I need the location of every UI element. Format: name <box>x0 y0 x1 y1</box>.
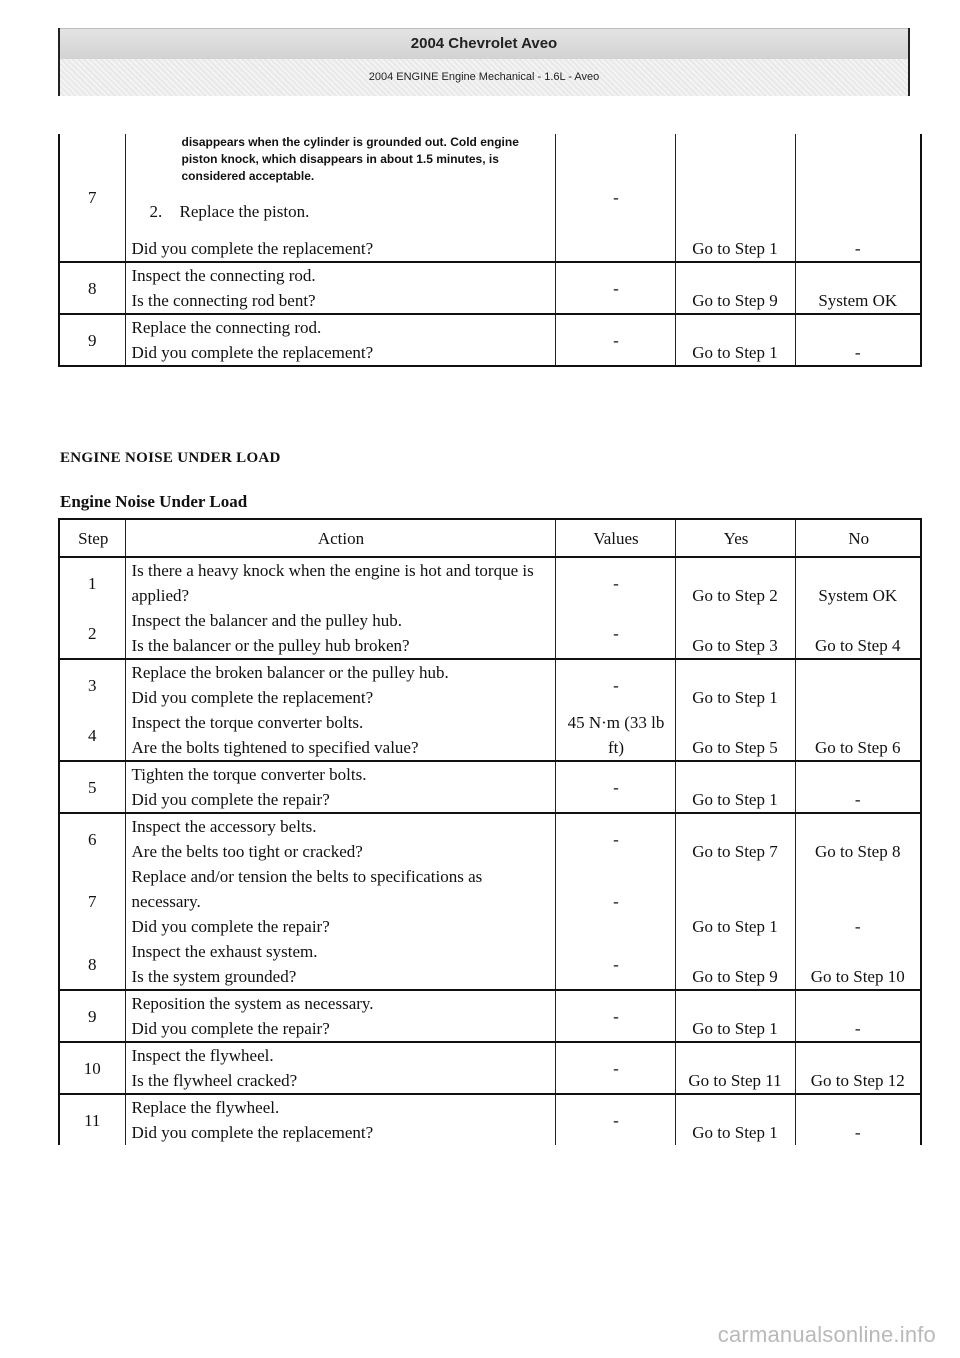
step-number: 2 <box>59 608 125 659</box>
no-cell: Go to Step 6 <box>795 710 921 761</box>
step-number: 5 <box>59 761 125 813</box>
yes-cell: Go to Step 2 <box>675 557 795 608</box>
yes-cell: Go to Step 9 <box>675 262 795 314</box>
values-cell: - <box>555 659 675 710</box>
action-cell <box>125 659 555 710</box>
engine-noise-under-load-table <box>58 518 922 1145</box>
action-question: Did you complete the repair? <box>131 1019 330 1038</box>
no-cell: - <box>795 990 921 1042</box>
yes-cell: Go to Step 1 <box>675 134 795 262</box>
table-row <box>59 314 921 366</box>
yes-cell: Go to Step 11 <box>675 1042 795 1094</box>
yes-cell: Go to Step 1 <box>675 761 795 813</box>
values-cell: - <box>555 262 675 314</box>
sub-step-text: Replace the piston. <box>179 202 310 221</box>
no-cell: - <box>795 134 921 262</box>
values-cell: - <box>555 761 675 813</box>
table-header-row <box>59 519 921 557</box>
step-number: 8 <box>59 262 125 314</box>
action-cell <box>125 864 555 939</box>
column-header-yes: Yes <box>675 519 795 557</box>
values-cell: - <box>555 1094 675 1145</box>
values-cell: - <box>555 314 675 366</box>
no-cell: - <box>795 314 921 366</box>
action-text: Replace and/or tension the belts to specifications as necessary. <box>131 867 483 911</box>
section-heading: ENGINE NOISE UNDER LOAD <box>60 450 281 466</box>
table-row <box>59 557 921 608</box>
step-number: 10 <box>59 1042 125 1094</box>
action-question: Did you complete the replacement? <box>131 343 374 362</box>
table-row <box>59 864 921 939</box>
table-row <box>59 990 921 1042</box>
action-text: Replace the connecting rod. <box>131 318 322 337</box>
values-cell: - <box>555 990 675 1042</box>
action-cell <box>125 1094 555 1145</box>
table-row <box>59 939 921 990</box>
column-header-step: Step <box>59 519 125 557</box>
no-cell: System OK <box>795 557 921 608</box>
column-header-no: No <box>795 519 921 557</box>
action-question: Are the bolts tightened to specified value? <box>131 738 419 757</box>
no-cell: Go to Step 8 <box>795 813 921 864</box>
yes-cell: Go to Step 9 <box>675 939 795 990</box>
action-question: Did you complete the replacement? <box>131 688 374 707</box>
action-question: Is the balancer or the pulley hub broken? <box>131 636 410 655</box>
action-cell <box>125 761 555 813</box>
action-question: Is the flywheel cracked? <box>131 1071 298 1090</box>
action-cell <box>125 557 555 608</box>
procedure-note: disappears when the cylinder is grounded out. Cold engine piston knock, which disappears in about 1.5 minutes, is considered acceptable. <box>181 135 519 183</box>
sub-step-number: 2. <box>149 202 163 221</box>
values-cell: - <box>555 557 675 608</box>
action-text: Inspect the flywheel. <box>131 1046 274 1065</box>
action-cell <box>125 262 555 314</box>
action-cell <box>125 314 555 366</box>
action-cell <box>125 1042 555 1094</box>
action-cell <box>125 939 555 990</box>
yes-cell: Go to Step 1 <box>675 990 795 1042</box>
action-cell <box>125 990 555 1042</box>
action-text: Reposition the system as necessary. <box>131 994 374 1013</box>
step-number: 9 <box>59 314 125 366</box>
yes-cell: Go to Step 1 <box>675 864 795 939</box>
action-text: Inspect the connecting rod. <box>131 266 316 285</box>
action-question: Did you complete the repair? <box>131 790 330 809</box>
action-text: Inspect the exhaust system. <box>131 942 318 961</box>
no-cell: Go to Step 4 <box>795 608 921 659</box>
step-number: 4 <box>59 710 125 761</box>
table-caption: Engine Noise Under Load <box>60 492 248 511</box>
table-row <box>59 262 921 314</box>
document-title: 2004 Chevrolet Aveo <box>60 28 908 60</box>
no-cell: Go to Step 12 <box>795 1042 921 1094</box>
action-question: Is the system grounded? <box>131 967 297 986</box>
yes-cell: Go to Step 1 <box>675 659 795 710</box>
step-number: 6 <box>88 829 97 849</box>
action-text: Replace the broken balancer or the pulley hub. <box>131 663 449 682</box>
action-question: Did you complete the replacement? <box>131 1123 374 1142</box>
document-subtitle: 2004 ENGINE Engine Mechanical - 1.6L - Aveo <box>60 59 908 96</box>
no-cell: System OK <box>795 262 921 314</box>
step-number: 9 <box>59 990 125 1042</box>
action-text: Replace the flywheel. <box>131 1098 280 1117</box>
table-row <box>59 659 921 710</box>
action-question: Did you complete the replacement? <box>131 239 374 258</box>
action-text: Inspect the balancer and the pulley hub. <box>131 611 402 630</box>
yes-cell: Go to Step 3 <box>675 608 795 659</box>
values-cell: - <box>555 864 675 939</box>
values-cell: - <box>555 813 675 864</box>
action-cell <box>125 813 555 864</box>
action-text: Inspect the accessory belts. <box>131 817 317 836</box>
no-cell: - <box>795 1094 921 1145</box>
values-cell: - <box>555 134 675 262</box>
no-cell <box>795 659 921 710</box>
table-row <box>59 608 921 659</box>
action-cell <box>125 608 555 659</box>
step-number: 1 <box>88 573 97 593</box>
step-number: 7 <box>59 134 125 262</box>
yes-cell: Go to Step 1 <box>675 314 795 366</box>
step-number: 7 <box>88 892 97 911</box>
values-cell: - <box>555 1042 675 1094</box>
action-text: Tighten the torque converter bolts. <box>131 765 367 784</box>
action-question: Is the connecting rod bent? <box>131 291 316 310</box>
action-cell <box>125 710 555 761</box>
yes-cell: Go to Step 1 <box>675 1094 795 1145</box>
values-cell: - <box>555 608 675 659</box>
table-row <box>59 1042 921 1094</box>
no-cell: - <box>795 761 921 813</box>
diagnostic-table-continued <box>58 134 922 367</box>
step-number: 8 <box>59 939 125 990</box>
values-cell: 45 N·m (33 lb ft) <box>555 710 675 761</box>
action-question: Are the belts too tight or cracked? <box>131 842 363 861</box>
site-watermark: carmanualsonline.info <box>717 1322 936 1347</box>
yes-cell: Go to Step 7 <box>675 813 795 864</box>
table-row <box>59 710 921 761</box>
column-header-action: Action <box>125 519 555 557</box>
values-cell: - <box>555 939 675 990</box>
document-header <box>58 28 910 96</box>
yes-cell: Go to Step 5 <box>675 710 795 761</box>
action-text: Is there a heavy knock when the engine is hot and torque is applied? <box>131 561 534 605</box>
sub-step <box>132 199 551 224</box>
table-row <box>59 761 921 813</box>
no-cell: - <box>795 864 921 939</box>
step-number: 3 <box>88 675 97 695</box>
action-text: Inspect the torque converter bolts. <box>131 713 364 732</box>
action-cell <box>125 134 555 262</box>
action-question: Did you complete the repair? <box>131 917 330 936</box>
table-row <box>59 134 921 262</box>
no-cell: Go to Step 10 <box>795 939 921 990</box>
table-row <box>59 813 921 864</box>
step-number: 11 <box>84 1110 101 1130</box>
column-header-values: Values <box>555 519 675 557</box>
table-row <box>59 1094 921 1145</box>
